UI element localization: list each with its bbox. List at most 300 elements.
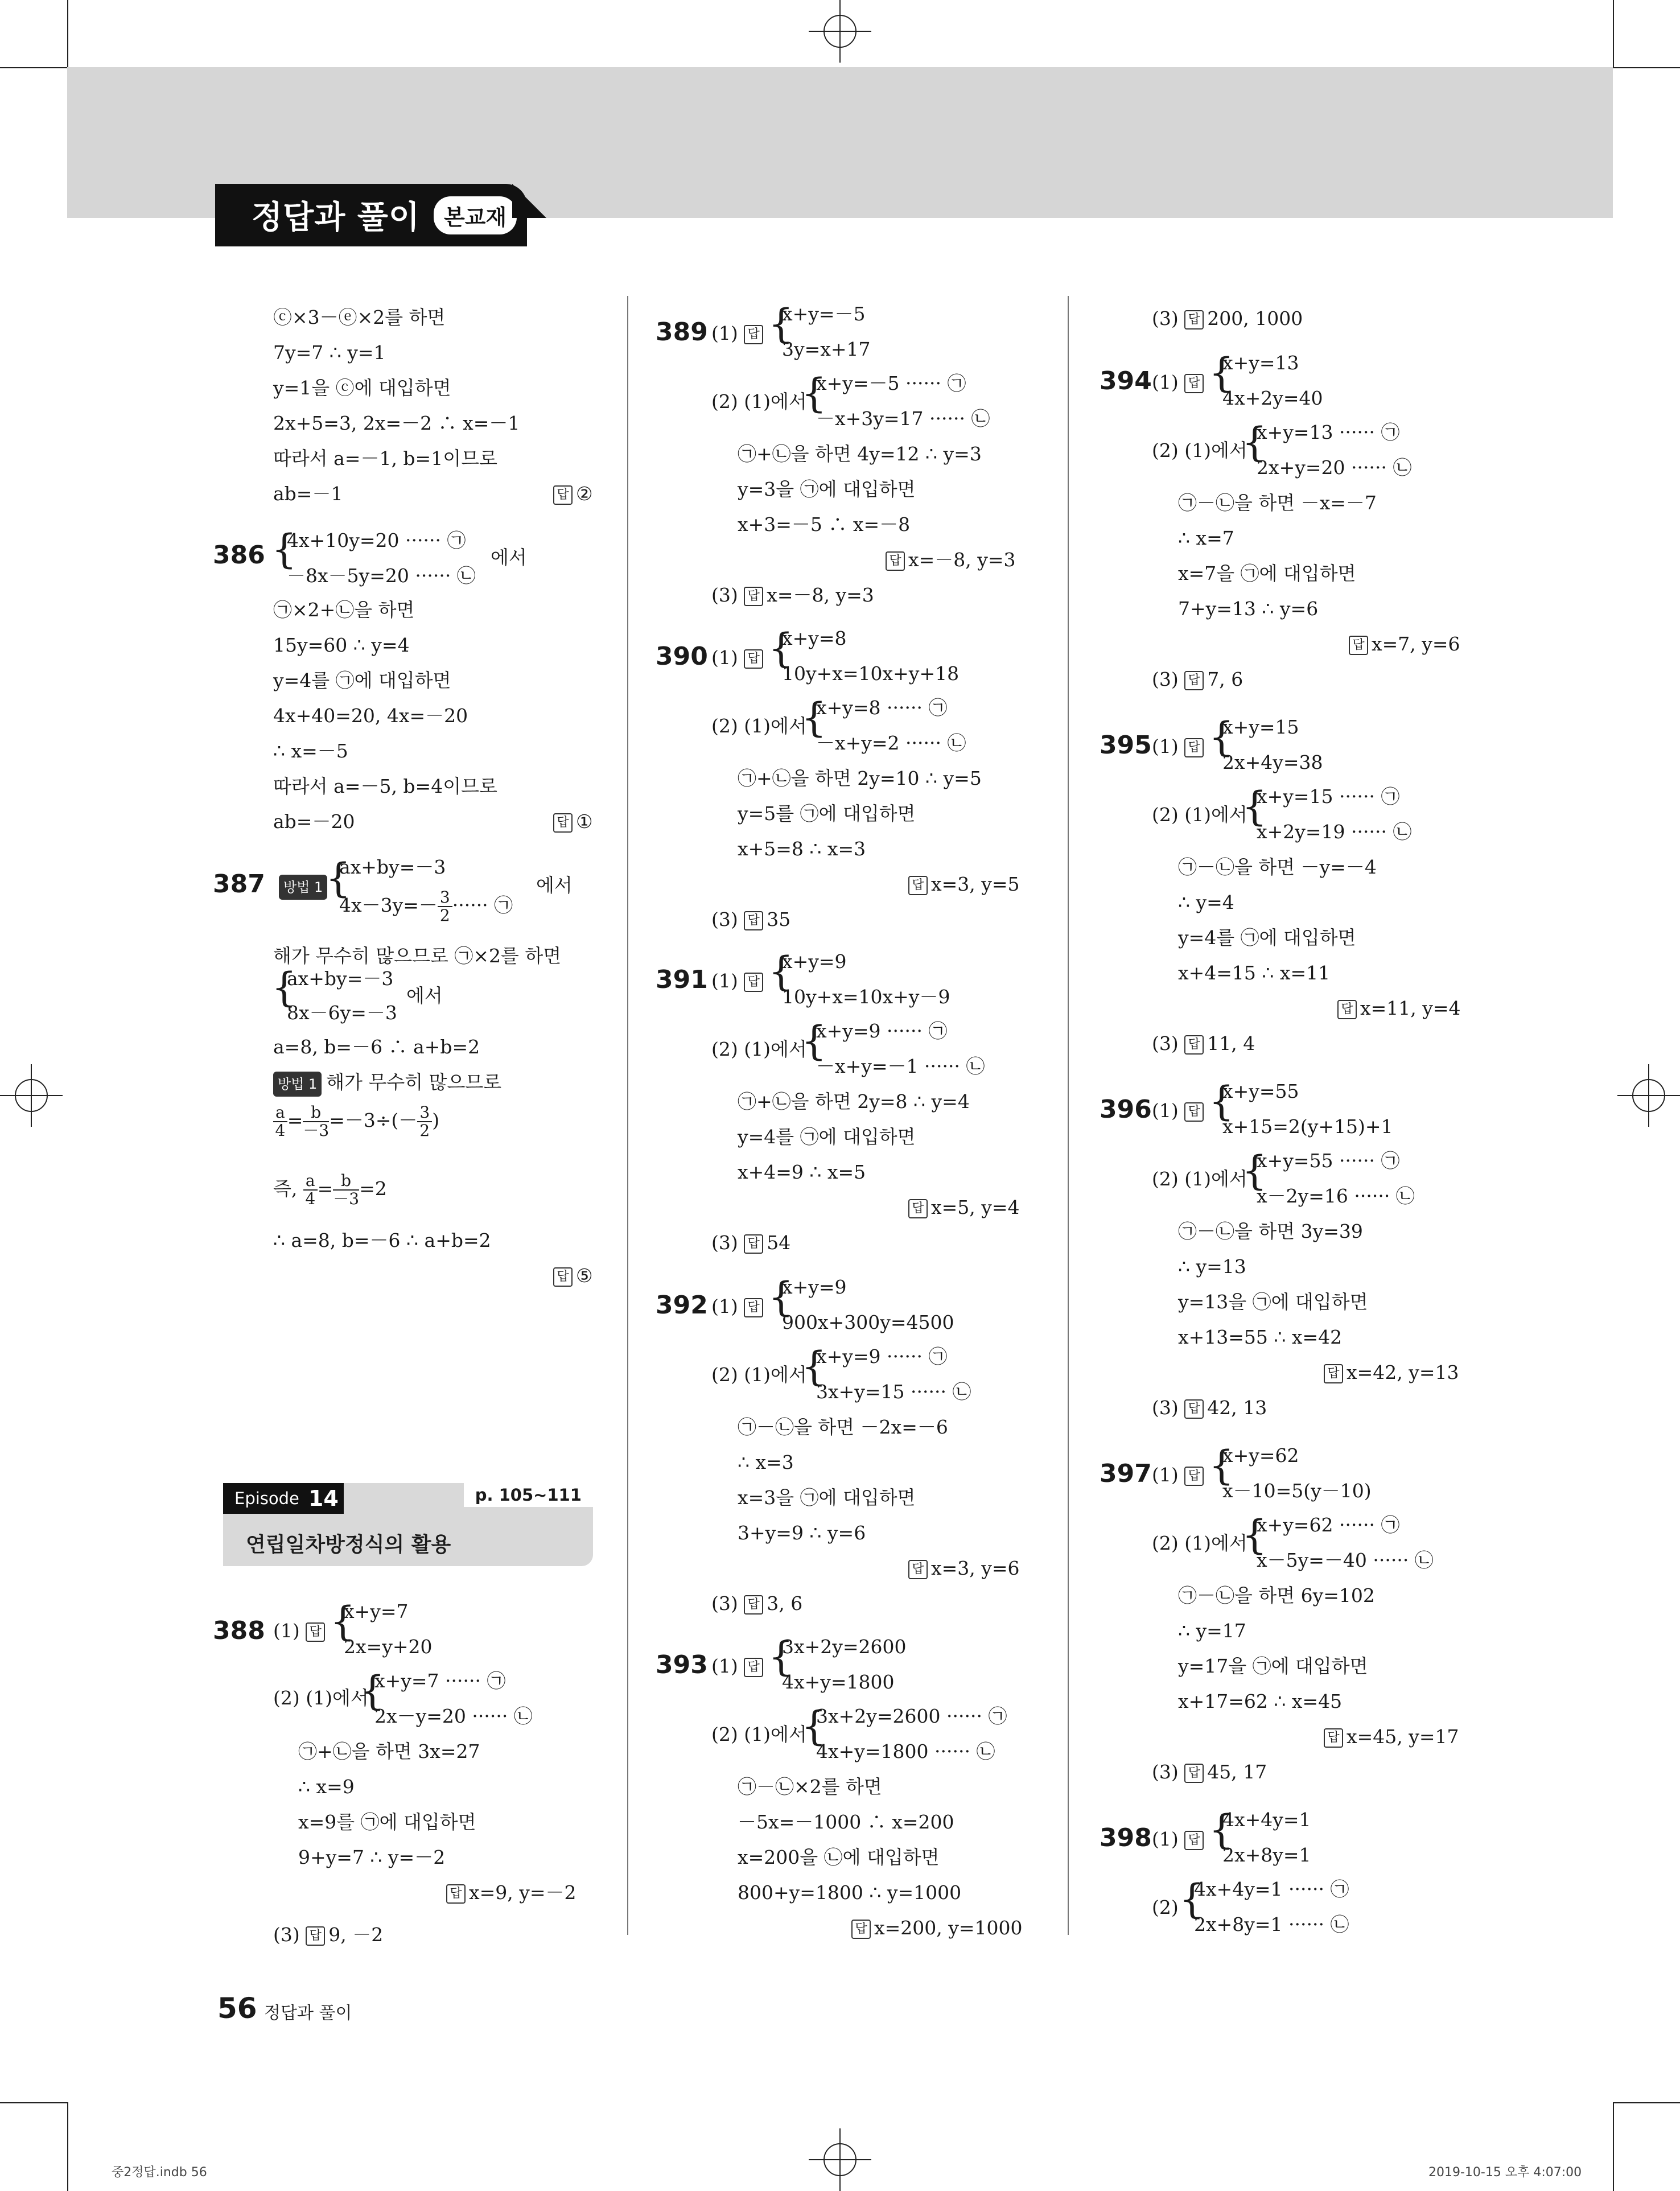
sub-label: (1)	[711, 1655, 738, 1677]
equation-line: 2x+y=20 ······ ㉡	[1257, 456, 1412, 479]
equation-line: x+y=9 ······ ㉠	[816, 1020, 948, 1042]
solution-line: 3+y=9 ∴ y=6	[738, 1522, 866, 1544]
answer-icon: 답	[1184, 671, 1204, 690]
equation-line: 4x+2y=40	[1222, 387, 1323, 409]
answer-line	[711, 584, 874, 607]
equation-line: 4x+y=1800 ······ ㉡	[816, 1740, 995, 1762]
answer-icon: 답	[886, 551, 905, 571]
sub-label: (3)	[1152, 668, 1179, 690]
equation-line: 4x+4y=1	[1222, 1809, 1311, 1831]
solution-line: 15y=60 ∴ y=4	[273, 634, 410, 656]
problem-number: 387	[213, 870, 265, 899]
denominator: 2	[419, 1121, 430, 1140]
brace-icon: {	[768, 1633, 794, 1680]
solution-line: a=8, b=－6 ∴ a+b=2	[273, 1036, 480, 1058]
equation-line: x+y=62 ······ ㉠	[1257, 1514, 1400, 1536]
problem-number: 393	[656, 1650, 708, 1679]
equation-line: x+y=7 ······ ㉠	[374, 1670, 506, 1692]
brace-icon: {	[768, 300, 794, 347]
answer-value: x=200, y=1000	[874, 1917, 1023, 1939]
answer-icon: 답	[1349, 636, 1368, 655]
equation-line: x+2y=19 ······ ㉡	[1257, 821, 1412, 843]
footer-label: 정답과 풀이	[264, 2003, 352, 2023]
answer-value: x=11, y=4	[1360, 997, 1461, 1019]
equation-line: x+y=13 ······ ㉠	[1257, 421, 1400, 443]
sub-label: (3)	[1152, 1032, 1179, 1055]
equation-line: －x+y=2 ······ ㉡	[816, 732, 966, 754]
solution-line: y=17을 ㉠에 대입하면	[1178, 1655, 1368, 1677]
solution-line: ㉠－㉡을 하면 6y=102	[1178, 1584, 1375, 1607]
denominator: －3	[333, 1189, 360, 1208]
problem-number: 391	[656, 965, 708, 994]
brace-icon: {	[330, 1598, 356, 1645]
answer-line	[1324, 1725, 1459, 1748]
solution-line: x=7을 ㉠에 대입하면	[1178, 562, 1356, 584]
solution-line: x+4=9 ∴ x=5	[738, 1161, 866, 1183]
answer-icon: 답	[851, 1920, 871, 1939]
answer-value: x=45, y=17	[1347, 1725, 1459, 1748]
answer-icon: 답	[1184, 374, 1204, 393]
equation-line: 4x+10y=20 ······ ㉠	[287, 529, 466, 551]
episode-number: 14	[308, 1486, 339, 1511]
crop-mark	[1613, 2102, 1680, 2103]
sub-label: (1)	[711, 646, 738, 669]
method-label	[273, 1071, 501, 1097]
crop-mark	[1613, 0, 1614, 67]
sub-question-label	[711, 1295, 767, 1318]
crop-mark	[67, 0, 68, 67]
sub-label: (3)	[711, 1592, 738, 1615]
solution-line: 9+y=7 ∴ y=－2	[298, 1846, 446, 1868]
equation-line: x－10=5(y－10)	[1222, 1480, 1372, 1502]
problem-number: 397	[1100, 1459, 1152, 1488]
answer-value: 54	[767, 1232, 791, 1254]
answer-line	[553, 810, 593, 833]
solution-line: ㉠+㉡을 하면 4y=12 ∴ y=3	[738, 443, 982, 465]
denominator: 4	[275, 1121, 286, 1140]
answer-line	[273, 1924, 383, 1946]
column-divider	[627, 296, 628, 1935]
sub-question-label	[711, 322, 767, 345]
answer-value: x=7, y=6	[1372, 633, 1460, 655]
crop-mark	[0, 67, 67, 68]
numerator: 3	[438, 889, 452, 907]
crop-mark	[0, 2102, 67, 2103]
brace-icon: {	[1209, 349, 1234, 396]
answer-icon: 답	[1184, 1831, 1204, 1850]
answer-icon: 답	[553, 813, 573, 833]
sub-label: (1)	[1152, 1828, 1179, 1850]
answer-value: x=3, y=5	[931, 873, 1020, 895]
solution-line: 4x+40=20, 4x=－20	[273, 705, 468, 727]
equation-text: =2	[359, 1177, 387, 1200]
equation-line: 2x+8y=1	[1222, 1844, 1311, 1866]
answer-line	[908, 1196, 1020, 1219]
answer-icon: 답	[1337, 1000, 1357, 1019]
sub-question-label	[1152, 1464, 1207, 1486]
answer-icon: 답	[1184, 1102, 1204, 1122]
equation-line: x+y=－5	[782, 303, 866, 325]
solution-line: (2)	[1152, 1896, 1179, 1918]
denominator: 2	[439, 906, 450, 925]
solution-line: (2) (1)에서	[273, 1687, 369, 1709]
sub-question-label	[711, 970, 767, 992]
solution-line: －5x=－1000 ∴ x=200	[738, 1811, 954, 1833]
answer-line	[1152, 1761, 1267, 1784]
answer-line	[908, 1557, 1020, 1580]
equation-text: =	[287, 1109, 303, 1131]
solution-line: ⓒ×3－ⓔ×2를 하면	[273, 306, 446, 328]
sub-label: (1)	[1152, 1099, 1179, 1122]
numerator: a	[273, 1104, 287, 1122]
solution-line: x+4=15 ∴ x=11	[1178, 962, 1331, 984]
problem-number: 394	[1100, 366, 1152, 396]
sub-label: (3)	[711, 1232, 738, 1254]
equation-line: x+y=9 ······ ㉠	[816, 1345, 948, 1368]
brace-icon: {	[801, 1018, 827, 1064]
equation-line: 3x+y=15 ······ ㉡	[816, 1381, 971, 1403]
problem-number: 395	[1100, 731, 1152, 760]
solution-line: y=13을 ㉠에 대입하면	[1178, 1291, 1368, 1313]
answer-value: 9, －2	[328, 1924, 384, 1946]
registration-mark-icon	[1617, 1064, 1680, 1127]
equation-line: －x+y=－1 ······ ㉡	[816, 1055, 985, 1077]
solution-line: (2) (1)에서	[711, 390, 807, 413]
answer-line	[553, 483, 593, 505]
solution-line: ㉠+㉡을 하면 2y=10 ∴ y=5	[738, 767, 982, 789]
equation-line: 2x+8y=1 ······ ㉡	[1194, 1913, 1349, 1935]
answer-icon: 답	[306, 1622, 325, 1642]
brace-icon: {	[1209, 1806, 1234, 1853]
answer-value: 7, 6	[1207, 668, 1243, 690]
solution-line: y=5를 ㉠에 대입하면	[738, 802, 916, 825]
equation-line: x+y=9	[782, 1276, 847, 1298]
solution-line: ㉠－㉡을 하면 －x=－7	[1178, 492, 1377, 514]
answer-icon: 답	[1184, 1764, 1204, 1783]
solution-line: y=4를 ㉠에 대입하면	[273, 669, 451, 691]
equation-text: 4x－3y=－	[339, 894, 438, 916]
solution-line: ㉠－㉡을 하면 －y=－4	[1178, 856, 1377, 878]
equation-line: ax+by=－3	[339, 856, 446, 878]
sub-question-label	[711, 1655, 767, 1678]
answer-value: x=9, y=－2	[469, 1881, 577, 1904]
answer-line	[1337, 997, 1461, 1020]
equation-line: x+15=2(y+15)+1	[1222, 1115, 1393, 1138]
equation-text: =	[317, 1177, 333, 1200]
answer-icon: 답	[744, 649, 763, 669]
solution-line: x+3=－5 ∴ x=－8	[738, 513, 911, 536]
equation-line: x+y=7	[344, 1600, 409, 1622]
fraction	[303, 1172, 318, 1208]
registration-mark-icon	[809, 2128, 871, 2191]
page-number: 56	[217, 1992, 257, 2025]
answer-icon: 답	[1184, 310, 1204, 330]
brace-icon: {	[1242, 783, 1267, 830]
fraction	[417, 1104, 432, 1139]
answer-value: ②	[576, 483, 593, 505]
solution-line: (2) (1)에서	[1152, 439, 1247, 462]
problem-number: 392	[656, 1291, 708, 1320]
sub-label: (1)	[273, 1620, 300, 1642]
problem-number: 396	[1100, 1095, 1152, 1124]
solution-line: x=9를 ㉠에 대입하면	[298, 1811, 476, 1833]
solution-line: ab=－1	[273, 483, 343, 505]
equation-line: 2x+4y=38	[1222, 751, 1323, 773]
answer-line	[851, 1917, 1023, 1939]
brace-icon: {	[271, 526, 297, 573]
answer-value: 200, 1000	[1207, 307, 1303, 330]
answer-line	[553, 1265, 593, 1287]
answer-icon: 답	[908, 1199, 928, 1218]
answer-value: x=5, y=4	[931, 1196, 1020, 1218]
sub-label: (3)	[273, 1924, 300, 1946]
equation-line: 10y+x=10x+y－9	[782, 986, 950, 1008]
method-label	[279, 874, 332, 900]
answer-line	[1152, 307, 1303, 330]
solution-line: (2) (1)에서	[711, 1723, 807, 1745]
equation-line: x+y=15	[1222, 716, 1299, 738]
sub-label: (1)	[711, 322, 738, 344]
equation-line	[273, 1104, 439, 1139]
problem-number: 390	[656, 642, 708, 671]
answer-icon: 답	[1184, 1467, 1204, 1486]
answer-line	[446, 1881, 577, 1904]
equation-line: x+y=55	[1222, 1080, 1299, 1102]
sub-label: (3)	[711, 908, 738, 930]
equation-line: x+y=15 ······ ㉠	[1257, 785, 1400, 808]
page-title: 정답과 풀이	[252, 199, 420, 236]
solution-line: 2x+5=3, 2x=－2 ∴ x=－1	[273, 412, 520, 434]
solution-line: (2) (1)에서	[1152, 1532, 1247, 1554]
equation-text: =－3÷(－	[329, 1109, 418, 1131]
solution-line: ㉠－㉡을 하면 3y=39	[1178, 1220, 1363, 1242]
fraction	[333, 1172, 359, 1208]
answer-line	[711, 1232, 790, 1254]
sub-label: (1)	[711, 1295, 738, 1317]
brace-icon: {	[768, 625, 794, 672]
sub-label: (3)	[1152, 1761, 1179, 1783]
solution-line: 7+y=13 ∴ y=6	[1178, 598, 1319, 620]
equation-line: －8x－5y=20 ······ ㉡	[287, 565, 476, 587]
numerator: a	[303, 1172, 318, 1191]
brace-icon: {	[801, 694, 827, 741]
solution-line: x+5=8 ∴ x=3	[738, 838, 866, 860]
fraction	[273, 1104, 287, 1139]
solution-line: ㉠－㉡×2를 하면	[738, 1776, 882, 1798]
numerator: 3	[417, 1104, 432, 1122]
sub-question-label	[1152, 371, 1207, 394]
brace-icon: {	[801, 1703, 827, 1749]
equation-line: 2x－y=20 ······ ㉡	[374, 1705, 533, 1727]
equation-line: x－5y=－40 ······ ㉡	[1257, 1549, 1434, 1571]
sub-label: (1)	[1152, 735, 1179, 757]
answer-icon: 답	[1184, 1035, 1204, 1055]
answer-value: x=42, y=13	[1347, 1361, 1459, 1383]
solution-line: 에서	[406, 985, 443, 1007]
answer-line	[1152, 1032, 1255, 1055]
sub-question-label	[273, 1620, 328, 1642]
episode-title: 연립일차방정식의 활용	[246, 1533, 451, 1556]
answer-value: 45, 17	[1207, 1761, 1267, 1783]
solution-line: ∴ a=8, b=－6 ∴ a+b=2	[273, 1229, 491, 1251]
brace-icon: {	[801, 1343, 827, 1390]
equation-line: 3x+2y=2600 ······ ㉠	[816, 1705, 1007, 1727]
answer-icon: 답	[446, 1884, 466, 1904]
solution-line: 따라서 a=－5, b=4이므로	[273, 775, 497, 797]
answer-line	[1349, 633, 1460, 656]
crop-mark	[1613, 2102, 1614, 2191]
answer-value: x=－8, y=3	[767, 584, 874, 606]
solution-line: ∴ y=17	[1178, 1620, 1246, 1642]
episode-label: Episode	[234, 1489, 299, 1508]
brace-icon: {	[801, 370, 827, 417]
solution-line: (2) (1)에서	[711, 715, 807, 737]
textbook-badge: 본교재	[434, 196, 517, 234]
solution-line: y=1을 ⓒ에 대입하면	[273, 377, 451, 399]
answer-line	[1152, 1397, 1267, 1419]
brace-icon: {	[326, 855, 351, 901]
equation-line: ax+by=－3	[287, 967, 394, 990]
crop-mark	[1613, 67, 1680, 68]
answer-line	[908, 873, 1020, 896]
answer-icon: 답	[1324, 1728, 1343, 1748]
equation-line: x+y=－5 ······ ㉠	[816, 372, 966, 394]
solution-line: 따라서 a=－1, b=1이므로	[273, 447, 497, 470]
fraction	[438, 889, 452, 924]
answer-icon: 답	[744, 1595, 763, 1615]
solution-line: (2) (1)에서	[1152, 1168, 1247, 1190]
episode-tag	[223, 1483, 344, 1514]
solution-line: (2) (1)에서	[711, 1364, 807, 1386]
solution-line: ㉠+㉡을 하면 3x=27	[298, 1740, 480, 1762]
solution-line: ㉠－㉡을 하면 －2x=－6	[738, 1416, 948, 1438]
problem-number: 389	[656, 318, 708, 347]
sub-question-label	[1152, 1828, 1207, 1851]
solution-line: ㉠×2+㉡을 하면	[273, 599, 415, 621]
episode-header	[223, 1483, 593, 1566]
answer-value: 35	[767, 908, 791, 930]
brace-icon: {	[1242, 1512, 1267, 1558]
equation-line: x+y=13	[1222, 352, 1299, 374]
solution-line: 에서	[536, 874, 573, 896]
answer-line	[711, 1592, 802, 1615]
column-divider	[1068, 296, 1069, 1935]
solution-line: ∴ x=7	[1178, 527, 1234, 549]
solution-line: y=4를 ㉠에 대입하면	[1178, 926, 1356, 949]
answer-icon: 답	[744, 973, 763, 992]
problem-number: 388	[213, 1616, 265, 1645]
sub-label: (3)	[1152, 307, 1179, 330]
print-slug-left: 중2정답.indb 56	[112, 2165, 207, 2180]
brace-icon: {	[768, 948, 794, 995]
answer-line	[886, 549, 1016, 571]
brace-icon: {	[1242, 419, 1267, 466]
equation-line: x+y=55 ······ ㉠	[1257, 1150, 1400, 1172]
answer-value: 42, 13	[1207, 1397, 1267, 1419]
numerator: b	[303, 1104, 329, 1122]
denominator: －3	[303, 1121, 330, 1140]
answer-icon: 답	[908, 1560, 928, 1579]
answer-icon: 답	[1184, 738, 1204, 757]
equation-line: x－2y=16 ······ ㉡	[1257, 1185, 1415, 1207]
equation-line: 4x+4y=1 ······ ㉠	[1194, 1878, 1349, 1900]
equation-line: x+y=9	[782, 950, 847, 973]
answer-icon: 답	[908, 876, 928, 895]
print-slug-right: 2019-10-15 오후 4:07:00	[1428, 2165, 1582, 2180]
brace-icon: {	[360, 1667, 385, 1714]
answer-value: x=－8, y=3	[908, 549, 1016, 571]
solution-line: 800+y=1800 ∴ y=1000	[738, 1881, 962, 1904]
sub-label: (3)	[711, 584, 738, 606]
problem-number: 398	[1100, 1823, 1152, 1852]
solution-line: ∴ y=4	[1178, 891, 1234, 913]
brace-icon: {	[1242, 1147, 1267, 1194]
answer-icon: 답	[744, 1234, 763, 1254]
solution-line: ∴ x=－5	[273, 740, 348, 762]
sub-question-label	[1152, 735, 1207, 758]
solution-line: ∴ x=9	[298, 1776, 355, 1798]
equation-line: －x+3y=17 ······ ㉡	[816, 407, 990, 430]
answer-icon: 답	[744, 587, 763, 606]
equation-text: 즉,	[273, 1177, 298, 1200]
brace-icon: {	[1209, 1442, 1234, 1489]
answer-icon: 답	[306, 1926, 325, 1946]
solution-text: 해가 무수히 많으므로	[326, 1071, 502, 1093]
equation-line: 8x－6y=－3	[287, 1002, 397, 1024]
equation-text: )	[432, 1109, 440, 1131]
sub-question-label	[711, 646, 767, 669]
episode-pages: p. 105~111	[464, 1483, 593, 1507]
solution-line: 해가 무수히 많으므로 ㉠×2를 하면	[273, 945, 562, 967]
brace-icon: {	[1209, 714, 1234, 760]
equation-line: x+y=62	[1222, 1444, 1299, 1467]
equation-line: 4x+y=1800	[782, 1671, 895, 1693]
crop-mark	[67, 2102, 68, 2191]
solution-line: 7y=7 ∴ y=1	[273, 341, 386, 364]
solution-line: ∴ x=3	[738, 1451, 794, 1473]
equation-line: 900x+300y=4500	[782, 1311, 954, 1333]
equation-line: 10y+x=10x+y+18	[782, 662, 960, 685]
solution-line: x=200을 ㉡에 대입하면	[738, 1846, 940, 1868]
brace-icon: {	[271, 964, 297, 1011]
answer-line	[1152, 668, 1243, 691]
solution-line: y=4를 ㉠에 대입하면	[738, 1126, 916, 1148]
answer-icon: 답	[553, 1267, 573, 1287]
sub-label: (3)	[1152, 1397, 1179, 1419]
brace-icon: {	[768, 1274, 794, 1320]
answer-line	[711, 908, 790, 931]
solution-line: (2) (1)에서	[711, 1038, 807, 1060]
sub-question-label	[1152, 1099, 1207, 1122]
answer-icon: 답	[1184, 1399, 1204, 1419]
equation-tag: ······ ㉠	[452, 894, 513, 916]
page-header-tab	[215, 184, 527, 246]
answer-value: 3, 6	[767, 1592, 803, 1615]
equation-line: 3x+2y=2600	[782, 1636, 907, 1658]
answer-value: ①	[576, 810, 593, 833]
answer-icon: 답	[744, 1298, 763, 1317]
answer-icon: 답	[744, 325, 763, 344]
answer-icon: 답	[744, 1658, 763, 1677]
answer-line	[1324, 1361, 1459, 1384]
equation-line: 3y=x+17	[782, 338, 871, 360]
sub-label: (1)	[1152, 1464, 1179, 1486]
registration-mark-icon	[809, 0, 871, 63]
header-tab-tail	[512, 184, 546, 218]
solution-line: ∴ y=13	[1178, 1255, 1246, 1278]
solution-line: 에서	[491, 546, 527, 569]
equation-line	[339, 889, 513, 924]
